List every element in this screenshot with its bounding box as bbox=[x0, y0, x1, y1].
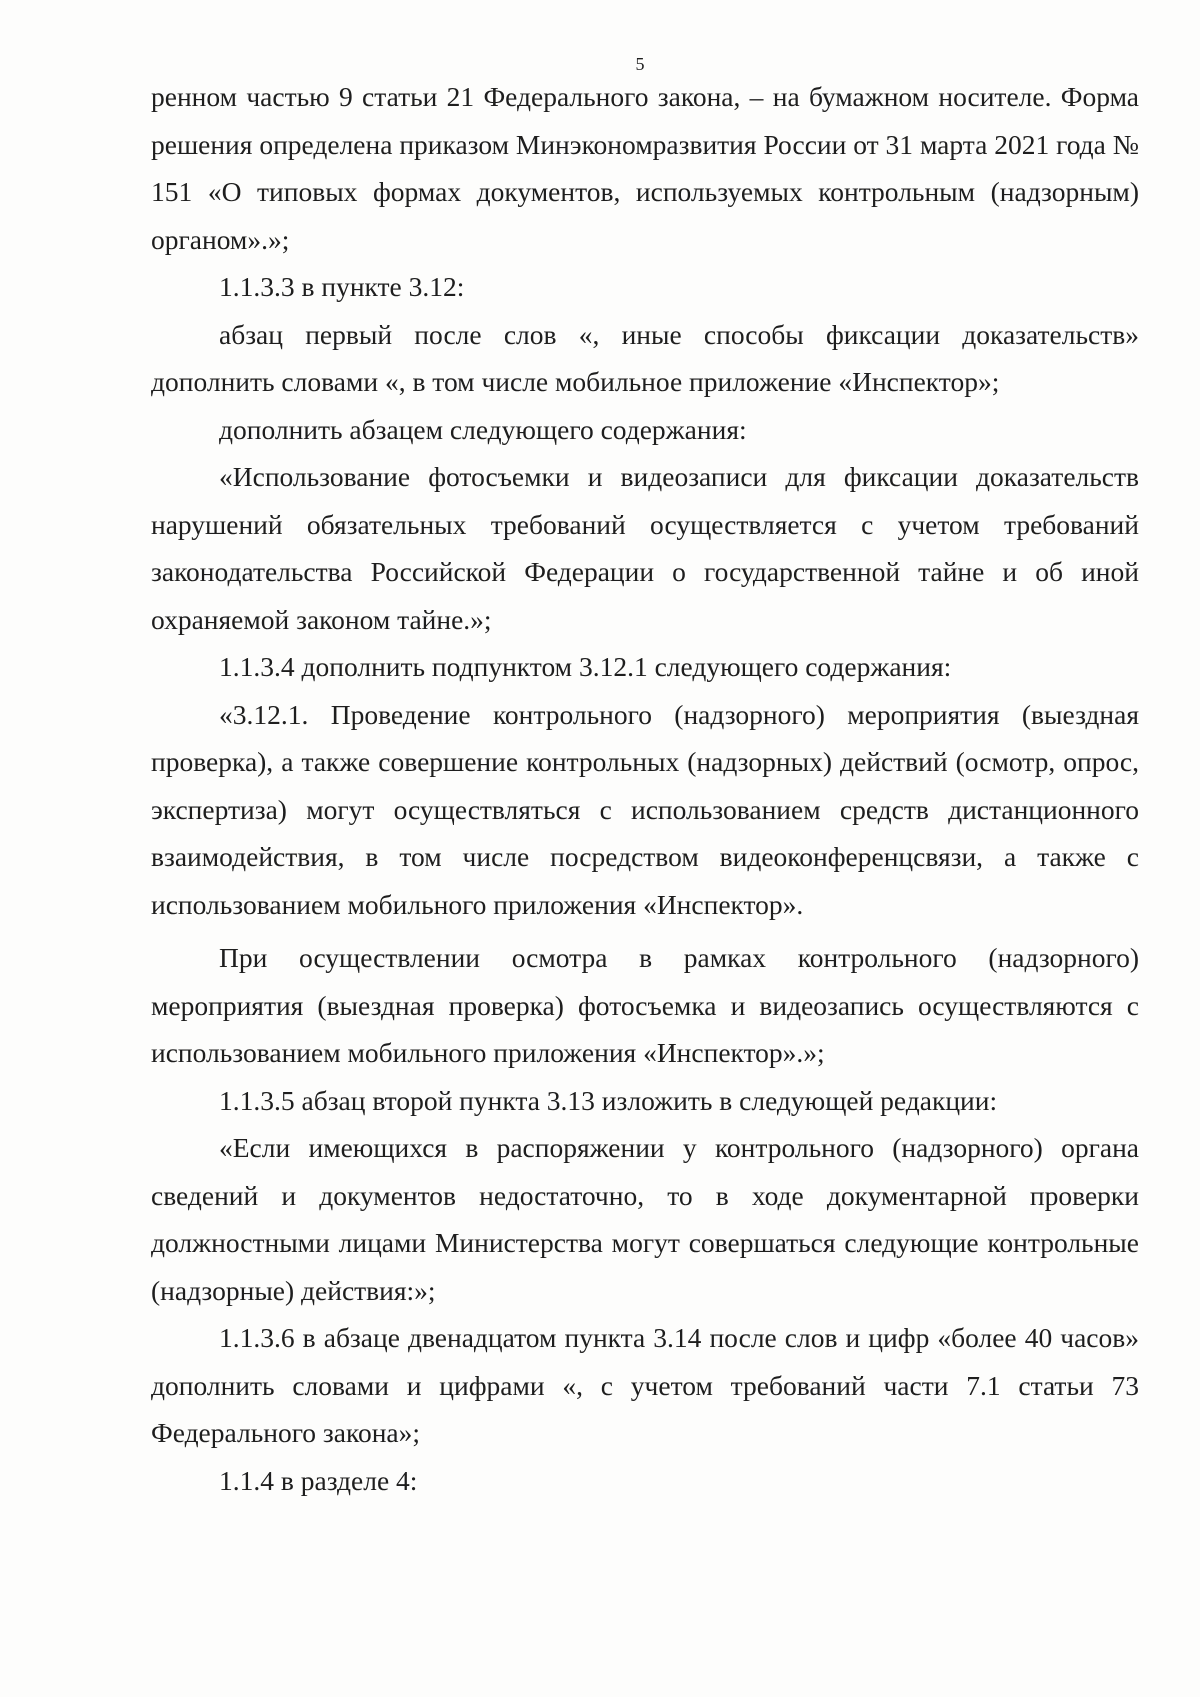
paragraph-add-abzac: дополнить абзацем следующего содержания: bbox=[219, 413, 747, 445]
page-number: 5 bbox=[635, 54, 645, 74]
paragraph-item-1-1-4: 1.1.4 в разделе 4: bbox=[219, 1464, 418, 1496]
paragraph-continuation: ренном частью 9 статьи 21 Федерального закона, – на бумажном носителе. Форма решения определена приказом Минэкономразвития России от 31 марта 2021 года № 151 «О типовых формах документов, используемых контрольным (надзорным) органом».»; bbox=[151, 81, 1139, 255]
document-body bbox=[151, 73, 1139, 1504]
paragraph-item-1-1-3-6: 1.1.3.6 в абзаце двенадцатом пункта 3.14 после слов и цифр «более 40 часов» дополнить словами и цифрами «, с учетом требований части 7.1 статьи 73 Федерального закона»; bbox=[151, 1322, 1139, 1448]
paragraph-3-12-1-quote: «3.12.1. Проведение контрольного (надзорного) мероприятия (выездная проверка), а также совершение контрольных (надзорных) действий (осмотр, опрос, экспертиза) могут осуществляться с использованием средств дистанционного взаимодействия, в том числе посредством видеоконференцсвязи, а также с использованием мобильного приложения «Инспектор». bbox=[151, 698, 1139, 920]
paragraph-documentary-check-quote: «Если имеющихся в распоряжении у контрольного (надзорного) органа сведений и документов недостаточно, то в ходе документарной проверки должностными лицами Министерства могут совершаться следующие контрольные (надзорные) действия:»; bbox=[151, 1132, 1139, 1306]
paragraph-item-1-1-3-5: 1.1.3.5 абзац второй пункта 3.13 изложить в следующей редакции: bbox=[219, 1084, 998, 1116]
paragraph-item-1-1-3-4: 1.1.3.4 дополнить подпунктом 3.12.1 следующего содержания: bbox=[219, 651, 952, 682]
paragraph-item-1-1-3-3: 1.1.3.3 в пункте 3.12: bbox=[219, 271, 465, 302]
paragraph-photo-video-quote: «Использование фотосъемки и видеозаписи для фиксации доказательств нарушений обязательных требований осуществляется с учетом требований законодательства Российской Федерации о государственной тайне и об иной охраняемой законом тайне.»; bbox=[151, 461, 1139, 635]
paragraph-first-abzac-amendment: абзац первый после слов «, иные способы фиксации доказательств» дополнить словами «, в том числе мобильное приложение «Инспектор»; bbox=[151, 318, 1139, 397]
paragraph-inspection-quote: При осуществлении осмотра в рамках контрольного (надзорного) мероприятия (выездная проверка) фотосъемка и видеозапись осуществляются с использованием мобильного приложения «Инспектор».»; bbox=[151, 942, 1139, 1068]
